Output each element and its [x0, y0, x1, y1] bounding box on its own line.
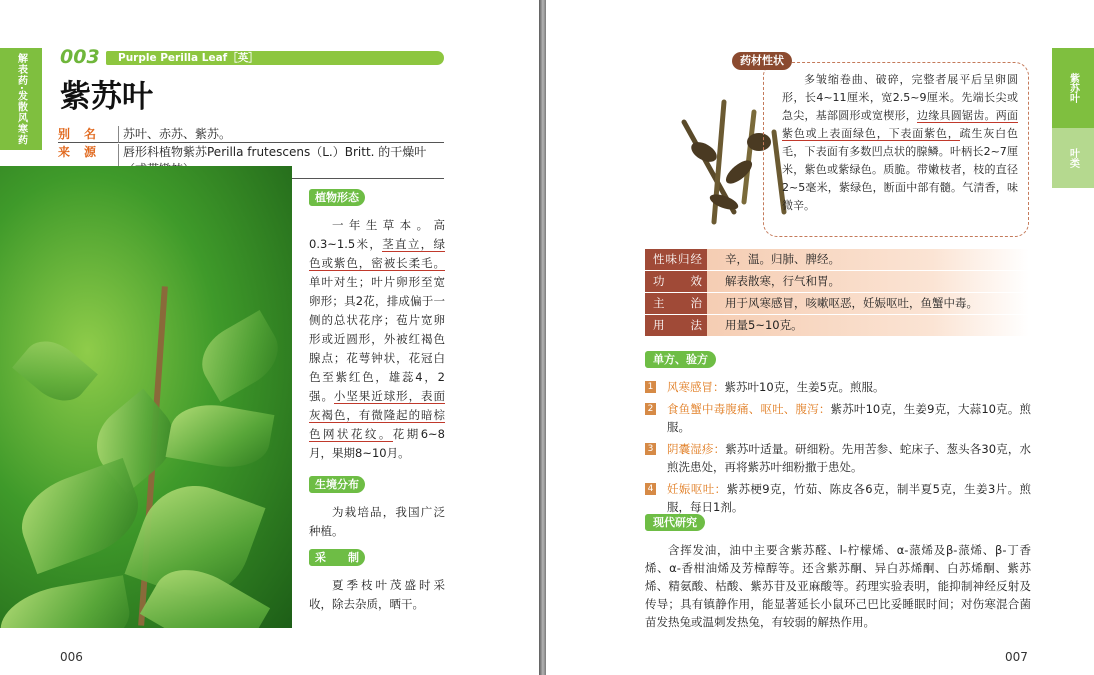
herb-properties-tag: 药材性状 [732, 52, 792, 70]
section-text-segment: 茎直立，绿色或紫色，密被长柔毛。 [309, 237, 446, 270]
prescription-name: 食鱼蟹中毒腹痛、呕吐、腹泻： [667, 402, 831, 416]
modern-research-text: 含挥发油，油中主要含紫苏醛、l-柠檬烯、α-蒎烯及β-蒎烯、β-丁香烯、α-香柑油烯及芳樟醇等。还含紫苏酮、异白苏烯酮、白苏烯酮、紫苏烯、精氨酸、枯酸、紫苏苷及亚麻酸等。药理实验表明，能抑制神经反射及传导；具有镇静作用，能显著延长小鼠环己巴比妥睡眠时间；对伤寒混合菌苗发热兔或温刺发热兔，有较弱的解热作用。 [645, 543, 1031, 629]
prescription-name: 妊娠呕吐： [667, 482, 727, 496]
prescription-item [645, 378, 1031, 396]
prescription-number: 4 [645, 483, 656, 495]
page-number-left: 006 [60, 650, 83, 664]
section-text-segment: 为栽培品，我国广泛种植。 [309, 505, 445, 538]
property-key: 主 治 [645, 293, 707, 314]
section-heading-morphology: 植物形态 [309, 189, 365, 206]
alias-row [58, 126, 444, 143]
entry-number: 003 [60, 46, 100, 68]
prescription-item [645, 480, 1031, 516]
source-value: 唇形科植物紫苏Perilla frutescens（L.）Britt. 的干燥叶 [118, 144, 444, 179]
side-tab-herb-label: 紫苏叶 [1067, 73, 1079, 103]
prescription-name: 风寒感冒： [667, 380, 725, 394]
morphology-text [309, 216, 445, 463]
property-row [645, 315, 1029, 336]
alias-label: 别名 [58, 127, 111, 141]
prescription-text: 紫苏叶10克，生姜9克，大蒜10克。煎服。 [667, 402, 1031, 434]
properties-text-segment: 边缘具圆锯齿。两面紫色或上表面绿色，下表面紫色， [782, 109, 1018, 140]
harvest-text [309, 576, 445, 614]
section-text-segment: 夏季枝叶茂盛时采收，除去杂质，晒干。 [309, 578, 445, 611]
left-page [0, 0, 539, 675]
prescription-text: 紫苏叶10克，生姜5克。煎服。 [724, 380, 885, 394]
prescription-number: 3 [645, 443, 656, 455]
property-row [645, 271, 1029, 292]
source-label: 来源 [58, 145, 111, 159]
side-category-tab[interactable] [0, 48, 42, 150]
side-tab-category[interactable] [1052, 128, 1094, 188]
prescriptions-heading: 单方、验方 [645, 351, 716, 368]
properties-text-segment: 疏生灰白色毛，下表面有多数凹点状的腺鳞。叶柄长2~7厘米，紫色或紫绿色。质脆。带嫩枝者，枝的直径2~5毫米，紫绿色，断面中部有髓。气清香，味微辛。 [782, 127, 1019, 212]
section-text-segment: 一年生草本。高0.3~1.5米， [309, 218, 445, 251]
alias-value: 苏叶、赤苏、紫苏。 [118, 126, 231, 143]
property-value: 解表散寒，行气和胃。 [707, 271, 1029, 292]
section-heading-harvest: 采 制 [309, 549, 365, 566]
property-row [645, 249, 1029, 270]
property-value: 用量5~10克。 [707, 315, 1029, 336]
prescription-number: 2 [645, 403, 656, 415]
side-tab-category-label: 叶类 [1067, 148, 1079, 168]
modern-research-heading: 现代研究 [645, 514, 705, 531]
property-key: 用 法 [645, 315, 707, 336]
property-value: 辛，温。归肺、脾经。 [707, 249, 1029, 270]
properties-text-segment: 多皱缩卷曲、破碎，完整者展平后呈卵圆形，长4~11厘米，宽2.5~9厘米。先端长尖或急尖，基部圆形或宽楔形， [782, 73, 1018, 122]
section-text-segment: 单叶对生；叶片卵形至宽卵形；具2花，排成偏于一侧的总状花序；苞片宽卵形或近圆形，外被红褐色腺点；花萼钟状，花冠白色至紫红色，雄蕊4，2强。 [309, 275, 445, 403]
page-number-right: 007 [1005, 650, 1028, 664]
prescription-item [645, 400, 1031, 436]
herb-properties-box [763, 62, 1029, 237]
section-heading-habitat: 生境分布 [309, 476, 365, 493]
habitat-text [309, 503, 445, 541]
side-tab-label: 解表药·发散风寒药 [15, 52, 27, 146]
property-row [645, 293, 1029, 314]
english-name-bar: Purple Perilla Leaf［英］ [106, 51, 444, 65]
section-text-segment: 小坚果近球形，表面灰褐色，有微隆起的暗棕色网状花纹。 [309, 389, 446, 441]
prescription-text: 紫苏叶适量。研细粉。先用苦参、蛇床子、葱头各30克，水煎洗患处，再将紫苏叶细粉撒于患处。 [667, 442, 1031, 474]
right-page [546, 0, 1094, 675]
prescription-number: 1 [645, 381, 656, 393]
property-table [645, 249, 1029, 337]
section-text-segment: 花期6~8月，果期8~10月。 [309, 427, 445, 460]
perilla-plant-photo [0, 166, 292, 628]
side-tab-herb[interactable] [1052, 48, 1094, 128]
property-value: 用于风寒感冒，咳嗽呕恶，妊娠呕吐，鱼蟹中毒。 [707, 293, 1029, 314]
prescription-item [645, 440, 1031, 476]
prescription-name: 阴囊湿疹： [667, 442, 726, 456]
prescription-text: 紫苏梗9克，竹茹、陈皮各6克，制半夏5克，生姜3片。煎服，每日1剂。 [667, 482, 1032, 514]
prescriptions-list [645, 378, 1031, 520]
property-key: 功 效 [645, 271, 707, 292]
property-key: 性味归经 [645, 249, 707, 270]
book-gutter [539, 0, 546, 675]
page-title: 紫苏叶 [60, 79, 153, 115]
